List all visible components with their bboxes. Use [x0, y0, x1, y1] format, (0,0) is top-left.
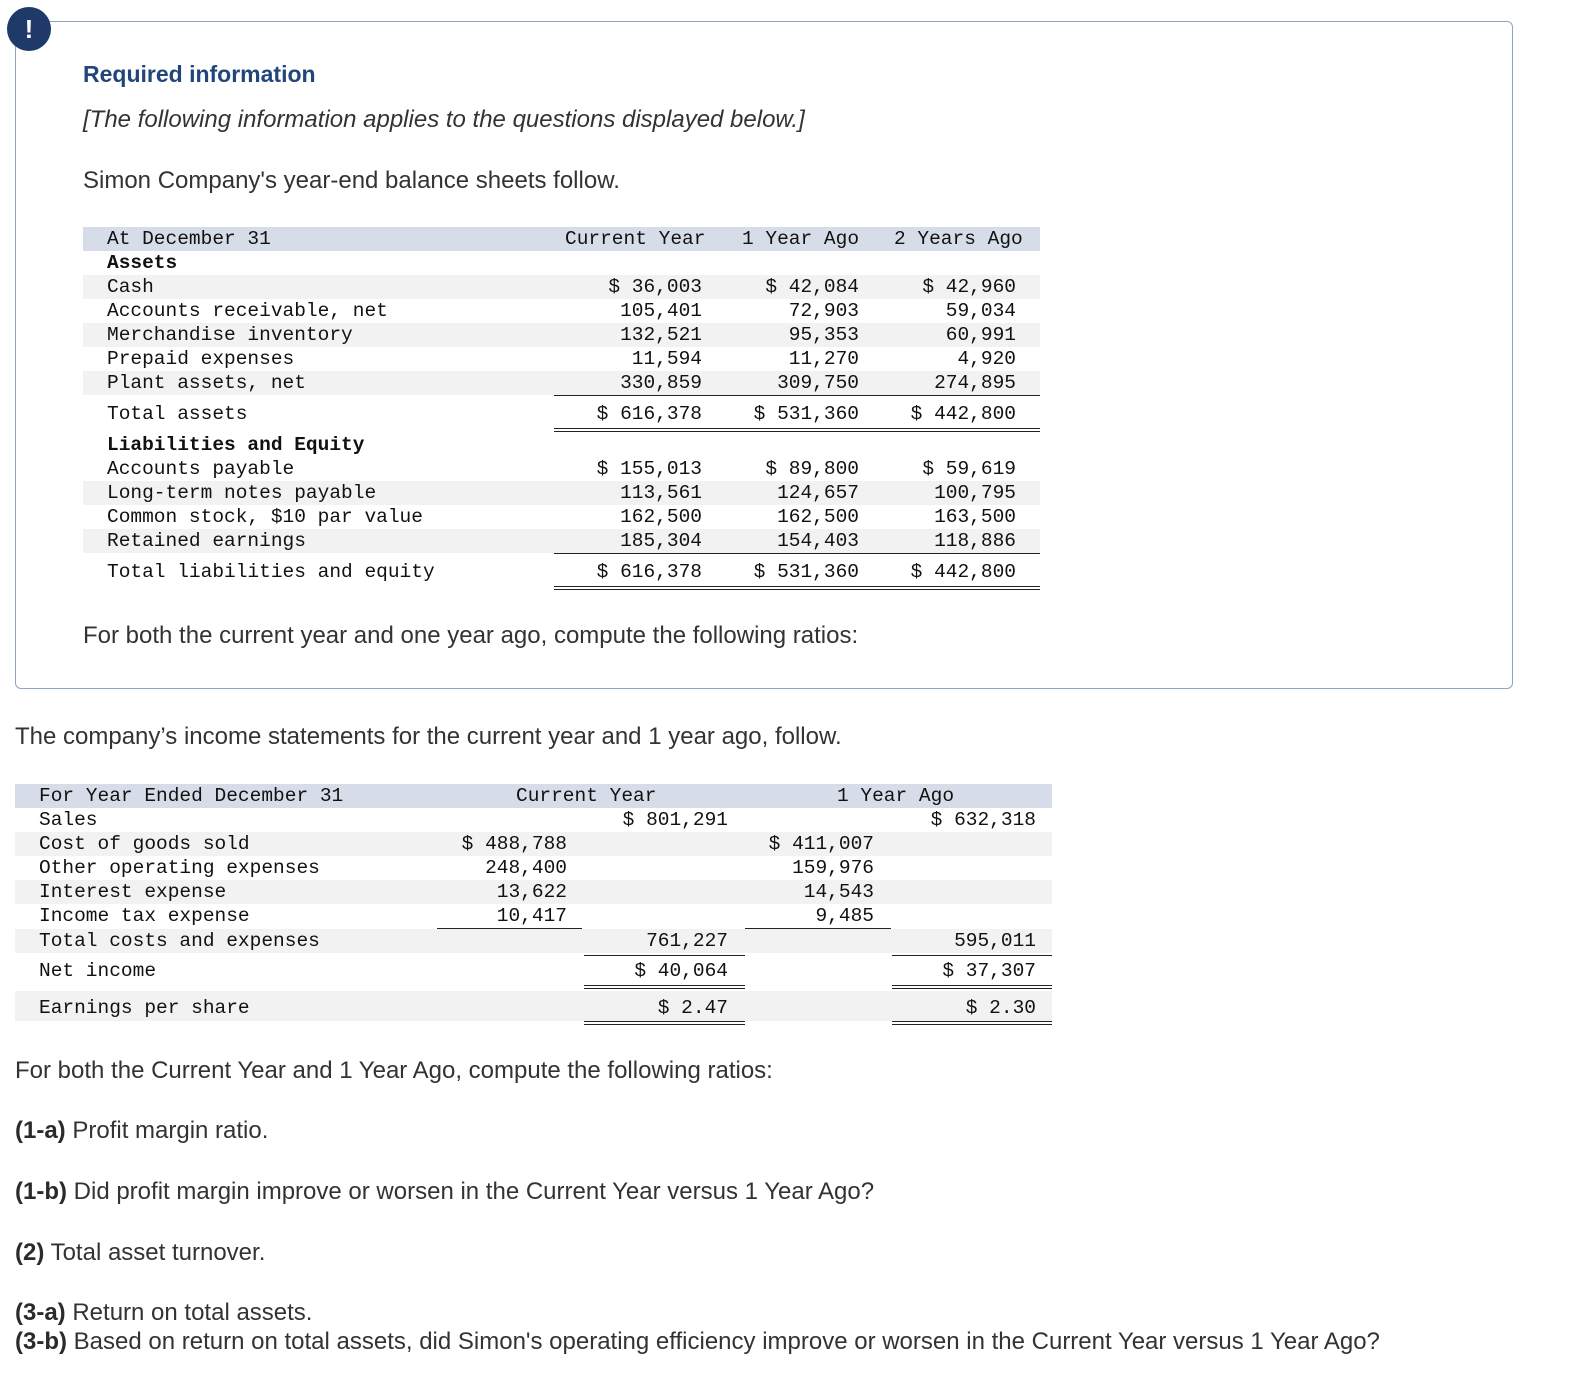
cell-value: 13,622: [496, 881, 567, 903]
table-row: [83, 481, 1040, 505]
cell-value: $ 42,084: [765, 276, 859, 298]
question-tag: (3-a): [15, 1299, 66, 1326]
question-tag: (3-b): [15, 1328, 67, 1355]
row-label: Earnings per share: [39, 997, 250, 1019]
questions-intro: For both the Current Year and 1 Year Ago, compute the following ratios:: [15, 1057, 773, 1084]
cell-value: 14,543: [803, 881, 874, 903]
table-row: [83, 529, 1040, 553]
cell-value: 248,400: [485, 857, 567, 879]
table-row: [83, 323, 1040, 347]
question-tag: (1-a): [15, 1117, 66, 1144]
question-tag: (2): [15, 1239, 45, 1266]
question-text: Return on total assets.: [65, 1299, 313, 1326]
subtotal-rule: [554, 553, 1040, 554]
income-statement-intro: The company’s income statements for the current year and 1 year ago, follow.: [15, 723, 842, 750]
subtotal-rule: [892, 955, 1052, 956]
table-row: [15, 880, 1052, 904]
table-row: [83, 299, 1040, 323]
total-liabilities-row: [83, 560, 1040, 584]
net-income-row: [15, 959, 1052, 983]
column-header-2-years: 2 Years Ago: [894, 228, 1023, 250]
row-label: Other operating expenses: [39, 857, 320, 879]
section-row: [83, 433, 1040, 457]
cell-value: $ 411,007: [768, 833, 874, 855]
table-row: [15, 832, 1052, 856]
cell-value: $ 36,003: [608, 276, 702, 298]
cell-value: $ 801,291: [622, 809, 728, 831]
total-double-rule: [584, 985, 745, 989]
table-row: [15, 904, 1052, 928]
row-label: Common stock, $10 par value: [107, 506, 423, 528]
column-label: For Year Ended December 31: [39, 785, 344, 807]
question-3a: [15, 1299, 312, 1327]
table-row: [83, 457, 1040, 481]
question-text: Total asset turnover.: [44, 1239, 266, 1266]
balance-sheet-intro: Simon Company's year-end balance sheets follow.: [83, 167, 620, 194]
cell-value: 105,401: [620, 300, 702, 322]
cell-value: 11,594: [631, 348, 702, 370]
table-row: [83, 505, 1040, 529]
cell-value: 132,521: [620, 324, 702, 346]
cell-value: 72,903: [788, 300, 859, 322]
cell-value: 309,750: [777, 372, 859, 394]
cell-value: 124,657: [777, 482, 859, 504]
row-label: Long-term notes payable: [107, 482, 377, 504]
section-label-assets: Assets: [107, 252, 178, 274]
question-tag: (1-b): [15, 1178, 67, 1205]
table-row: [83, 371, 1040, 395]
cell-value: $ 488,788: [461, 833, 567, 855]
cell-value: $ 616,378: [596, 403, 702, 425]
total-double-rule: [554, 428, 1040, 432]
question-text: Did profit margin improve or worsen in the Current Year versus 1 Year Ago?: [66, 1178, 875, 1205]
section-row: [83, 251, 1040, 275]
compute-instructions: For both the current year and one year ago, compute the following ratios:: [83, 622, 859, 649]
cell-value: $ 155,013: [596, 458, 702, 480]
cell-value: $ 2.47: [657, 997, 728, 1019]
cell-value: 761,227: [646, 930, 728, 952]
column-header-current: Current Year: [565, 228, 706, 250]
column-header-current: Current Year: [516, 785, 657, 807]
column-header-1-year: 1 Year Ago: [837, 785, 955, 807]
cell-value: 10,417: [496, 905, 567, 927]
row-label: Prepaid expenses: [107, 348, 295, 370]
cell-value: 11,270: [788, 348, 859, 370]
question-3b: [15, 1328, 1380, 1356]
row-label: Total liabilities and equity: [107, 561, 435, 583]
subtotal-rule: [554, 395, 1040, 396]
cell-value: $ 442,800: [910, 403, 1016, 425]
total-assets-row: [83, 402, 1040, 426]
row-label: Income tax expense: [39, 905, 250, 927]
row-label: Net income: [39, 960, 157, 982]
row-label: Sales: [39, 809, 98, 831]
cell-value: $ 632,318: [930, 809, 1036, 831]
cell-value: $ 531,360: [753, 561, 859, 583]
question-text: Profit margin ratio.: [65, 1117, 269, 1144]
cell-value: 95,353: [788, 324, 859, 346]
cell-value: 4,920: [957, 348, 1016, 370]
cell-value: 9,485: [815, 905, 874, 927]
cell-value: 163,500: [934, 506, 1016, 528]
table-header-row: [83, 227, 1040, 251]
income-statement-table: [15, 784, 1052, 1029]
cell-value: $ 2.30: [965, 997, 1036, 1019]
cell-value: 185,304: [620, 530, 702, 552]
cell-value: 595,011: [954, 930, 1036, 952]
cell-value: $ 531,360: [753, 403, 859, 425]
row-label: Retained earnings: [107, 530, 306, 552]
total-double-rule: [892, 1021, 1052, 1025]
cell-value: 162,500: [620, 506, 702, 528]
table-row: [83, 347, 1040, 371]
cell-value: $ 616,378: [596, 561, 702, 583]
cell-value: $ 442,800: [910, 561, 1016, 583]
cell-value: 159,976: [792, 857, 874, 879]
balance-sheet-table: [83, 227, 1040, 597]
row-label: Merchandise inventory: [107, 324, 353, 346]
question-text: Based on return on total assets, did Simon's operating efficiency improve or worsen in the Current Year versus 1 Year Ago?: [66, 1328, 1380, 1355]
cell-value: $ 37,307: [942, 960, 1036, 982]
panel-subtitle: [The following information applies to the questions displayed below.]: [83, 106, 805, 133]
row-label: Cost of goods sold: [39, 833, 250, 855]
cell-value: $ 59,619: [922, 458, 1016, 480]
cell-value: 118,886: [934, 530, 1016, 552]
column-label: At December 31: [107, 228, 271, 250]
panel-title: Required information: [83, 61, 316, 87]
cell-value: 274,895: [934, 372, 1016, 394]
column-header-1-year: 1 Year Ago: [742, 228, 860, 250]
table-header-row: [15, 784, 1052, 808]
cell-value: 59,034: [945, 300, 1016, 322]
section-label-liabilities: Liabilities and Equity: [107, 434, 365, 456]
sales-row: [15, 808, 1052, 832]
cell-value: $ 42,960: [922, 276, 1016, 298]
table-row: [15, 856, 1052, 880]
cell-value: 100,795: [934, 482, 1016, 504]
row-label: Accounts receivable, net: [107, 300, 388, 322]
cell-value: 113,561: [620, 482, 702, 504]
total-double-rule: [584, 1021, 745, 1025]
table-row: [83, 275, 1040, 299]
cell-value: 330,859: [620, 372, 702, 394]
subtotal-rule: [584, 955, 745, 956]
row-label: Total assets: [107, 403, 248, 425]
total-costs-row: [15, 929, 1052, 953]
cell-value: 162,500: [777, 506, 859, 528]
cell-value: 154,403: [777, 530, 859, 552]
row-label: Accounts payable: [107, 458, 295, 480]
row-label: Total costs and expenses: [39, 930, 320, 952]
row-label: Interest expense: [39, 881, 227, 903]
question-1b: [15, 1178, 874, 1206]
row-label: Plant assets, net: [107, 372, 306, 394]
cell-value: 60,991: [945, 324, 1016, 346]
total-double-rule: [892, 985, 1052, 989]
cell-value: $ 89,800: [765, 458, 859, 480]
row-label: Cash: [107, 276, 154, 298]
alert-icon: !: [7, 7, 51, 51]
total-double-rule: [554, 586, 1040, 590]
question-2: [15, 1239, 265, 1267]
eps-row: [15, 991, 1052, 1021]
cell-value: $ 40,064: [634, 960, 728, 982]
question-1a: [15, 1117, 268, 1145]
